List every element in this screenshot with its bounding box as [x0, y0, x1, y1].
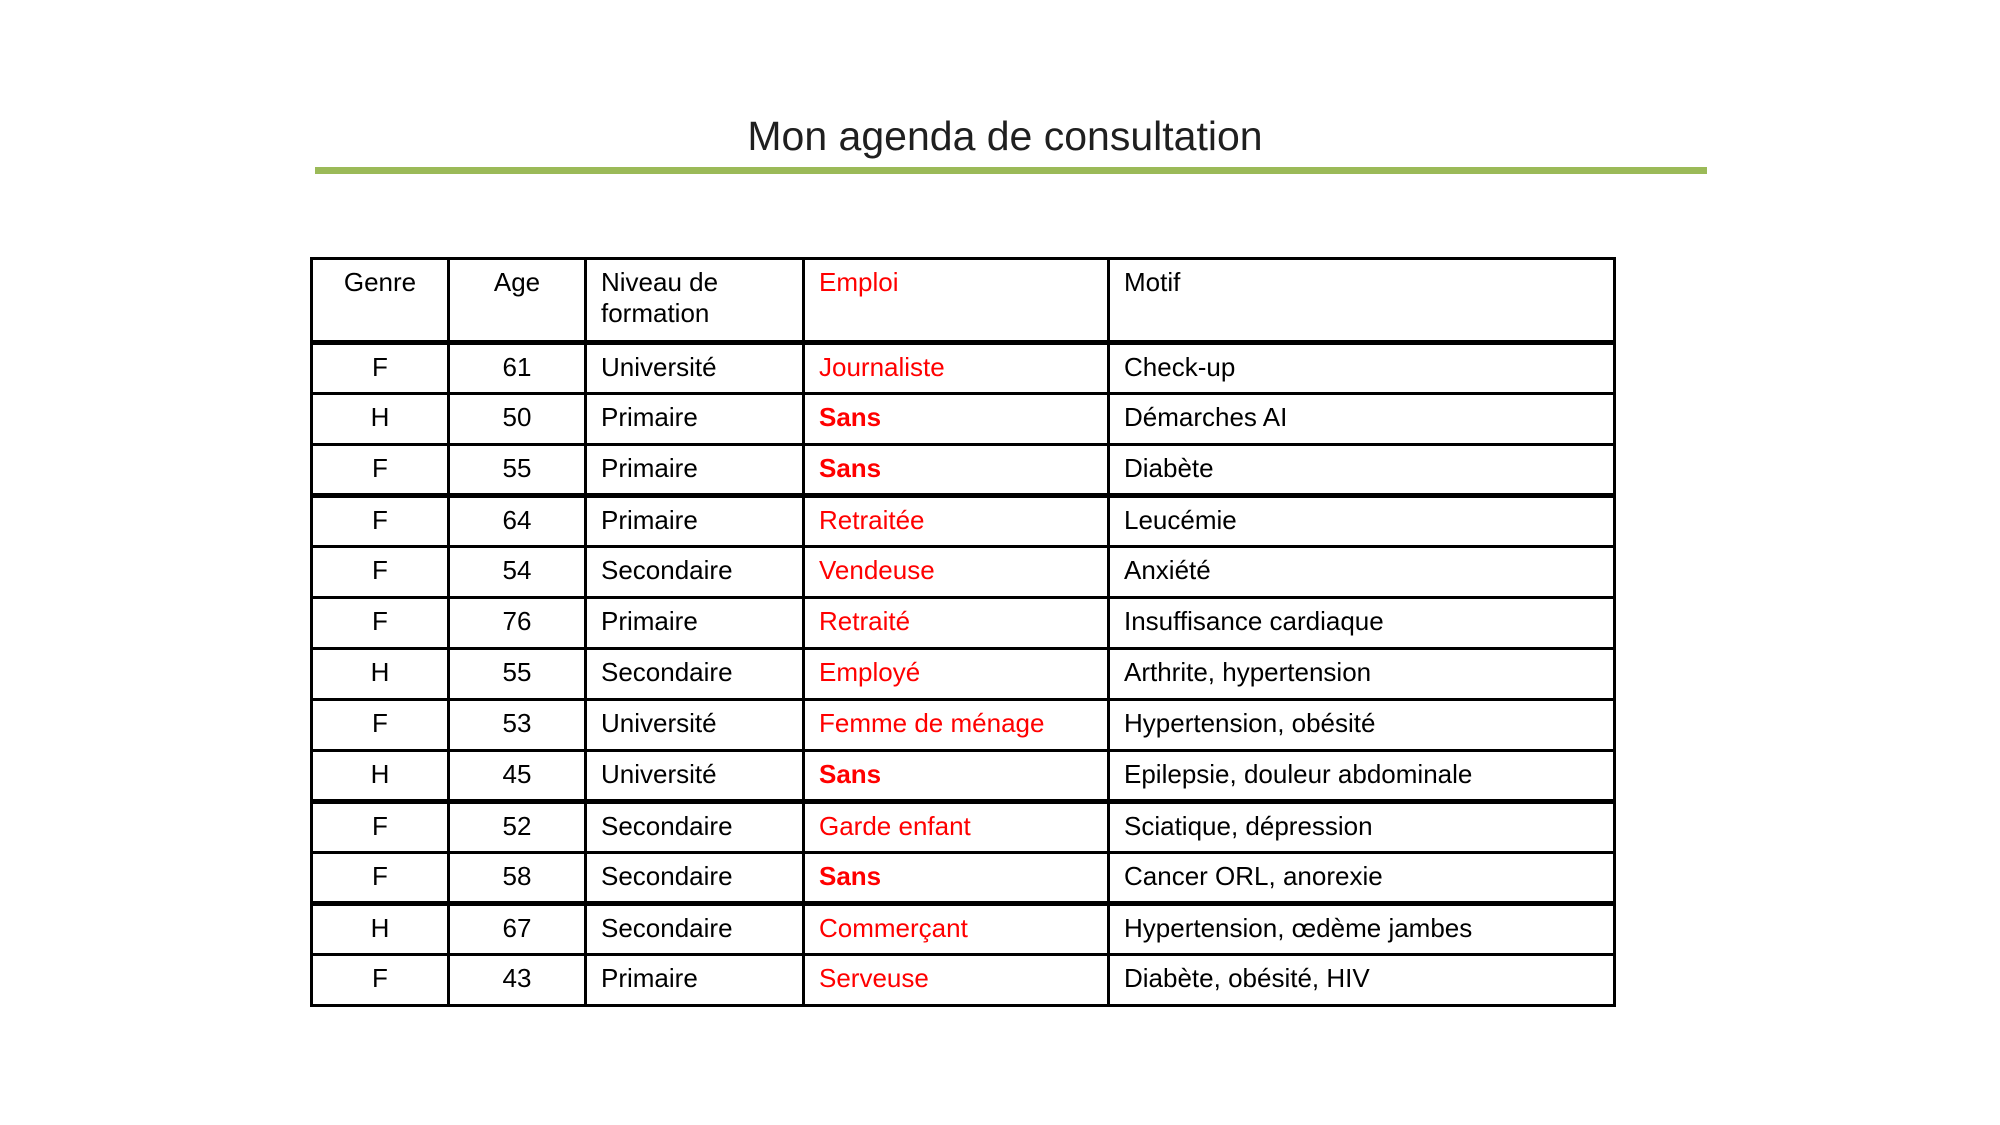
- cell-motif: Diabète, obésité, HIV: [1109, 955, 1615, 1006]
- slide-title: Mon agenda de consultation: [747, 113, 1263, 159]
- table-row: [312, 343, 1615, 394]
- cell-age: 54: [449, 547, 586, 598]
- cell-emploi: Sans: [804, 445, 1109, 496]
- cell-emploi: Femme de ménage: [804, 700, 1109, 751]
- cell-genre: F: [312, 802, 449, 853]
- cell-age: 55: [449, 445, 586, 496]
- cell-niveau: Secondaire: [586, 853, 804, 904]
- cell-niveau: Primaire: [586, 394, 804, 445]
- cell-age: 52: [449, 802, 586, 853]
- cell-emploi: Sans: [804, 751, 1109, 802]
- cell-emploi: Employé: [804, 649, 1109, 700]
- cell-emploi: Sans: [804, 853, 1109, 904]
- cell-genre: F: [312, 496, 449, 547]
- column-header-motif: Motif: [1109, 259, 1615, 343]
- cell-motif: Anxiété: [1109, 547, 1615, 598]
- cell-niveau: Primaire: [586, 598, 804, 649]
- cell-genre: H: [312, 649, 449, 700]
- cell-genre: H: [312, 904, 449, 955]
- table-row: [312, 598, 1615, 649]
- table-row: [312, 496, 1615, 547]
- cell-age: 58: [449, 853, 586, 904]
- table-row: [312, 445, 1615, 496]
- cell-genre: F: [312, 700, 449, 751]
- cell-niveau: Secondaire: [586, 547, 804, 598]
- cell-age: 67: [449, 904, 586, 955]
- cell-genre: F: [312, 955, 449, 1006]
- table-row: [312, 955, 1615, 1006]
- table-header-row: [312, 259, 1615, 343]
- cell-emploi: Journaliste: [804, 343, 1109, 394]
- table-row: [312, 547, 1615, 598]
- consultation-table: [310, 257, 1616, 1007]
- column-header-emploi: Emploi: [804, 259, 1109, 343]
- cell-niveau: Primaire: [586, 496, 804, 547]
- cell-motif: Epilepsie, douleur abdominale: [1109, 751, 1615, 802]
- cell-motif: Sciatique, dépression: [1109, 802, 1615, 853]
- cell-motif: Check-up: [1109, 343, 1615, 394]
- table-row: [312, 700, 1615, 751]
- cell-niveau: Université: [586, 751, 804, 802]
- cell-motif: Hypertension, œdème jambes: [1109, 904, 1615, 955]
- cell-age: 64: [449, 496, 586, 547]
- cell-niveau: Secondaire: [586, 904, 804, 955]
- cell-age: 53: [449, 700, 586, 751]
- cell-genre: F: [312, 343, 449, 394]
- table-row: [312, 649, 1615, 700]
- cell-niveau: Université: [586, 343, 804, 394]
- table-row: [312, 904, 1615, 955]
- cell-age: 76: [449, 598, 586, 649]
- column-header-niveau: Niveau de formation: [586, 259, 804, 343]
- table-row: [312, 853, 1615, 904]
- cell-emploi: Retraité: [804, 598, 1109, 649]
- cell-niveau: Secondaire: [586, 802, 804, 853]
- cell-motif: Cancer ORL, anorexie: [1109, 853, 1615, 904]
- cell-motif: Insuffisance cardiaque: [1109, 598, 1615, 649]
- cell-age: 45: [449, 751, 586, 802]
- cell-niveau: Secondaire: [586, 649, 804, 700]
- table-row: [312, 802, 1615, 853]
- table-row: [312, 394, 1615, 445]
- cell-emploi: Serveuse: [804, 955, 1109, 1006]
- cell-motif: Diabète: [1109, 445, 1615, 496]
- column-header-genre: Genre: [312, 259, 449, 343]
- cell-genre: F: [312, 445, 449, 496]
- cell-motif: Arthrite, hypertension: [1109, 649, 1615, 700]
- cell-age: 55: [449, 649, 586, 700]
- cell-motif: Démarches AI: [1109, 394, 1615, 445]
- cell-genre: H: [312, 394, 449, 445]
- cell-niveau: Primaire: [586, 955, 804, 1006]
- cell-emploi: Garde enfant: [804, 802, 1109, 853]
- cell-age: 43: [449, 955, 586, 1006]
- column-header-age: Age: [449, 259, 586, 343]
- cell-emploi: Vendeuse: [804, 547, 1109, 598]
- title-underline-accent-bar: [315, 167, 1707, 174]
- cell-emploi: Retraitée: [804, 496, 1109, 547]
- cell-genre: F: [312, 598, 449, 649]
- cell-genre: F: [312, 547, 449, 598]
- cell-niveau: Primaire: [586, 445, 804, 496]
- cell-motif: Hypertension, obésité: [1109, 700, 1615, 751]
- cell-emploi: Commerçant: [804, 904, 1109, 955]
- cell-niveau: Université: [586, 700, 804, 751]
- cell-age: 61: [449, 343, 586, 394]
- cell-motif: Leucémie: [1109, 496, 1615, 547]
- cell-genre: H: [312, 751, 449, 802]
- cell-emploi: Sans: [804, 394, 1109, 445]
- cell-genre: F: [312, 853, 449, 904]
- table-row: [312, 751, 1615, 802]
- cell-age: 50: [449, 394, 586, 445]
